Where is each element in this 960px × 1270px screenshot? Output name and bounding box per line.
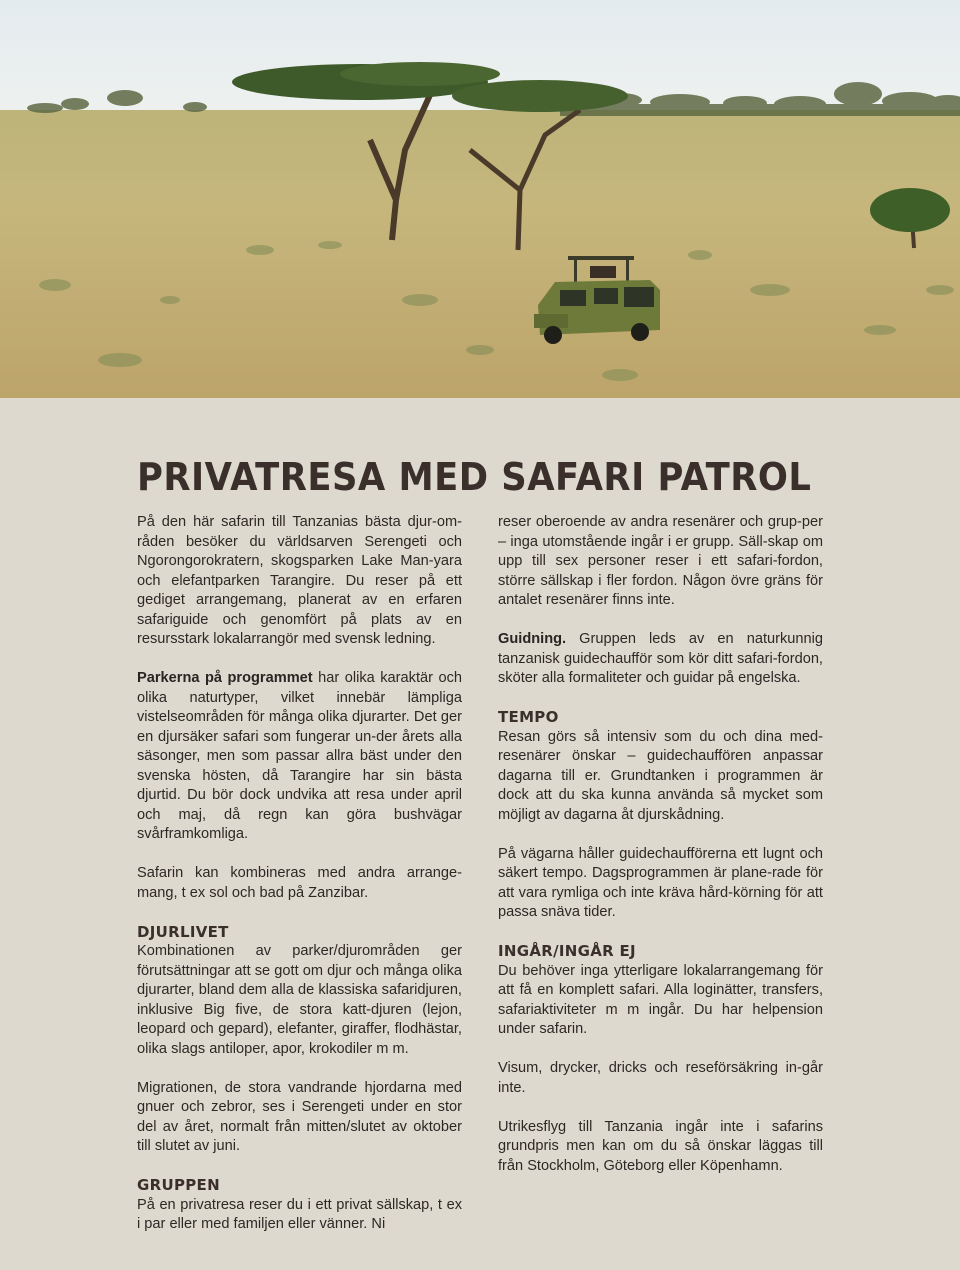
parks-lead: Parkerna på programmet [137,670,313,686]
gruppen-heading: GRUPPEN [137,1176,220,1194]
safari-landscape-photo [0,0,960,398]
gruppen-paragraph: På en privatresa reser du i ett privat sällskap, t ex i par eller med familjen eller vänner. Ni [137,1196,462,1232]
ingar-paragraph: Du behöver inga ytterligare lokalarrangemang för att få en komplett safari. Alla loginätter, transfers, safariaktiviteter m m ingår. Du har helpension under safarin. [498,962,823,1037]
intro-paragraph: På den här safarin till Tanzanias bästa djur-om-råden besöker du världsarven Serengeti och Ngorongorokratern, skogsparken Lake Man-yara och elefantparken Tarangire. Du reser på ett gediget arrangemang, planerat av en erfaren safariguide och genomfört på plats av en resursstark lokalarrangör med svensk ledning. [137,514,462,647]
djurlivet-paragraph: Kombinationen av parker/djurområden ger förutsättningar att se gott om djur och många olika djurarter, bland dem alla de klassiska safaridjuren, inklusive Big five, de stora katt-djuren (lejon, leopard och gepard), elefanter, giraffer, flodhästar, olika slags antiloper, apor, krokodiler m m. [137,943,462,1057]
tempo-paragraph: Resan görs så intensiv som du och dina med-resenärer önskar – guidechauffören anpassar dagarna till er. Grundtanken i programmen är dock att du ska kunna använda så mycket som möjligt av dagarna åt djurskådning. [498,728,823,823]
djurlivet-heading: DJURLIVET [137,922,229,941]
utrikes-paragraph: Utrikesflyg till Tanzania ingår inte i safarins grundpris men kan om du så önskar läggas till från Stockholm, Göteborg eller Köpenhamn. [498,1118,823,1174]
guidning-text: Gruppen leds av en naturkunnig tanzanisk guidechaufför som kör ditt safari-fordon, sköter alla formaliteter och guidar på engelska. [498,631,823,686]
gruppen-continued-paragraph: reser oberoende av andra resenärer och grup-per – inga utomstående ingår i er grupp. Säll-skap om upp till sex personer reser i ett safari-fordon, större sällskap i fler fordon. Någon övre gräns för antalet resenärer finns inte. [498,514,823,608]
guidning-lead: Guidning. [498,631,567,647]
tempo-heading: TEMPO [498,708,559,726]
page-title: PRIVATRESA MED SAFARI PATROL [137,455,812,499]
right-column [498,513,823,1176]
parks-paragraph [137,669,462,845]
combine-paragraph: Safarin kan kombineras med andra arrange-mang, t ex sol och bad på Zanzibar. [137,865,462,901]
hero-photo [0,0,960,398]
guidning-paragraph [498,630,823,689]
tempo-paragraph-2: På vägarna håller guidechaufförerna ett lugnt och säkert tempo. Dagsprogrammen är plane-rade för att vara rymliga och inte kräva hård-körning för att passa snäva tider. [498,845,823,920]
left-column [137,513,462,1235]
ingar-heading: INGÅR/INGÅR EJ [498,942,636,960]
parks-text: har olika karaktär och olika naturtyper, vilket innebär lämpliga vistelseområden för många olika djurarter. Det ger en djursäker safari som fungerar un-der årets alla säsonger, men som passar allra bäst under den svenska hösten, då Tarangire har sin bästa djurtid. Du bör dock undvika att resa under april och maj, då regn kan göra bushvägar svårframkomliga. [137,670,462,842]
visum-paragraph: Visum, drycker, dricks och reseförsäkring in-går inte. [498,1060,823,1096]
migration-paragraph: Migrationen, de stora vandrande hjordarna med gnuer och zebror, ses i Serengeti under en stor del av året, normalt från mitten/slutet av oktober till slutet av juni. [137,1079,462,1154]
